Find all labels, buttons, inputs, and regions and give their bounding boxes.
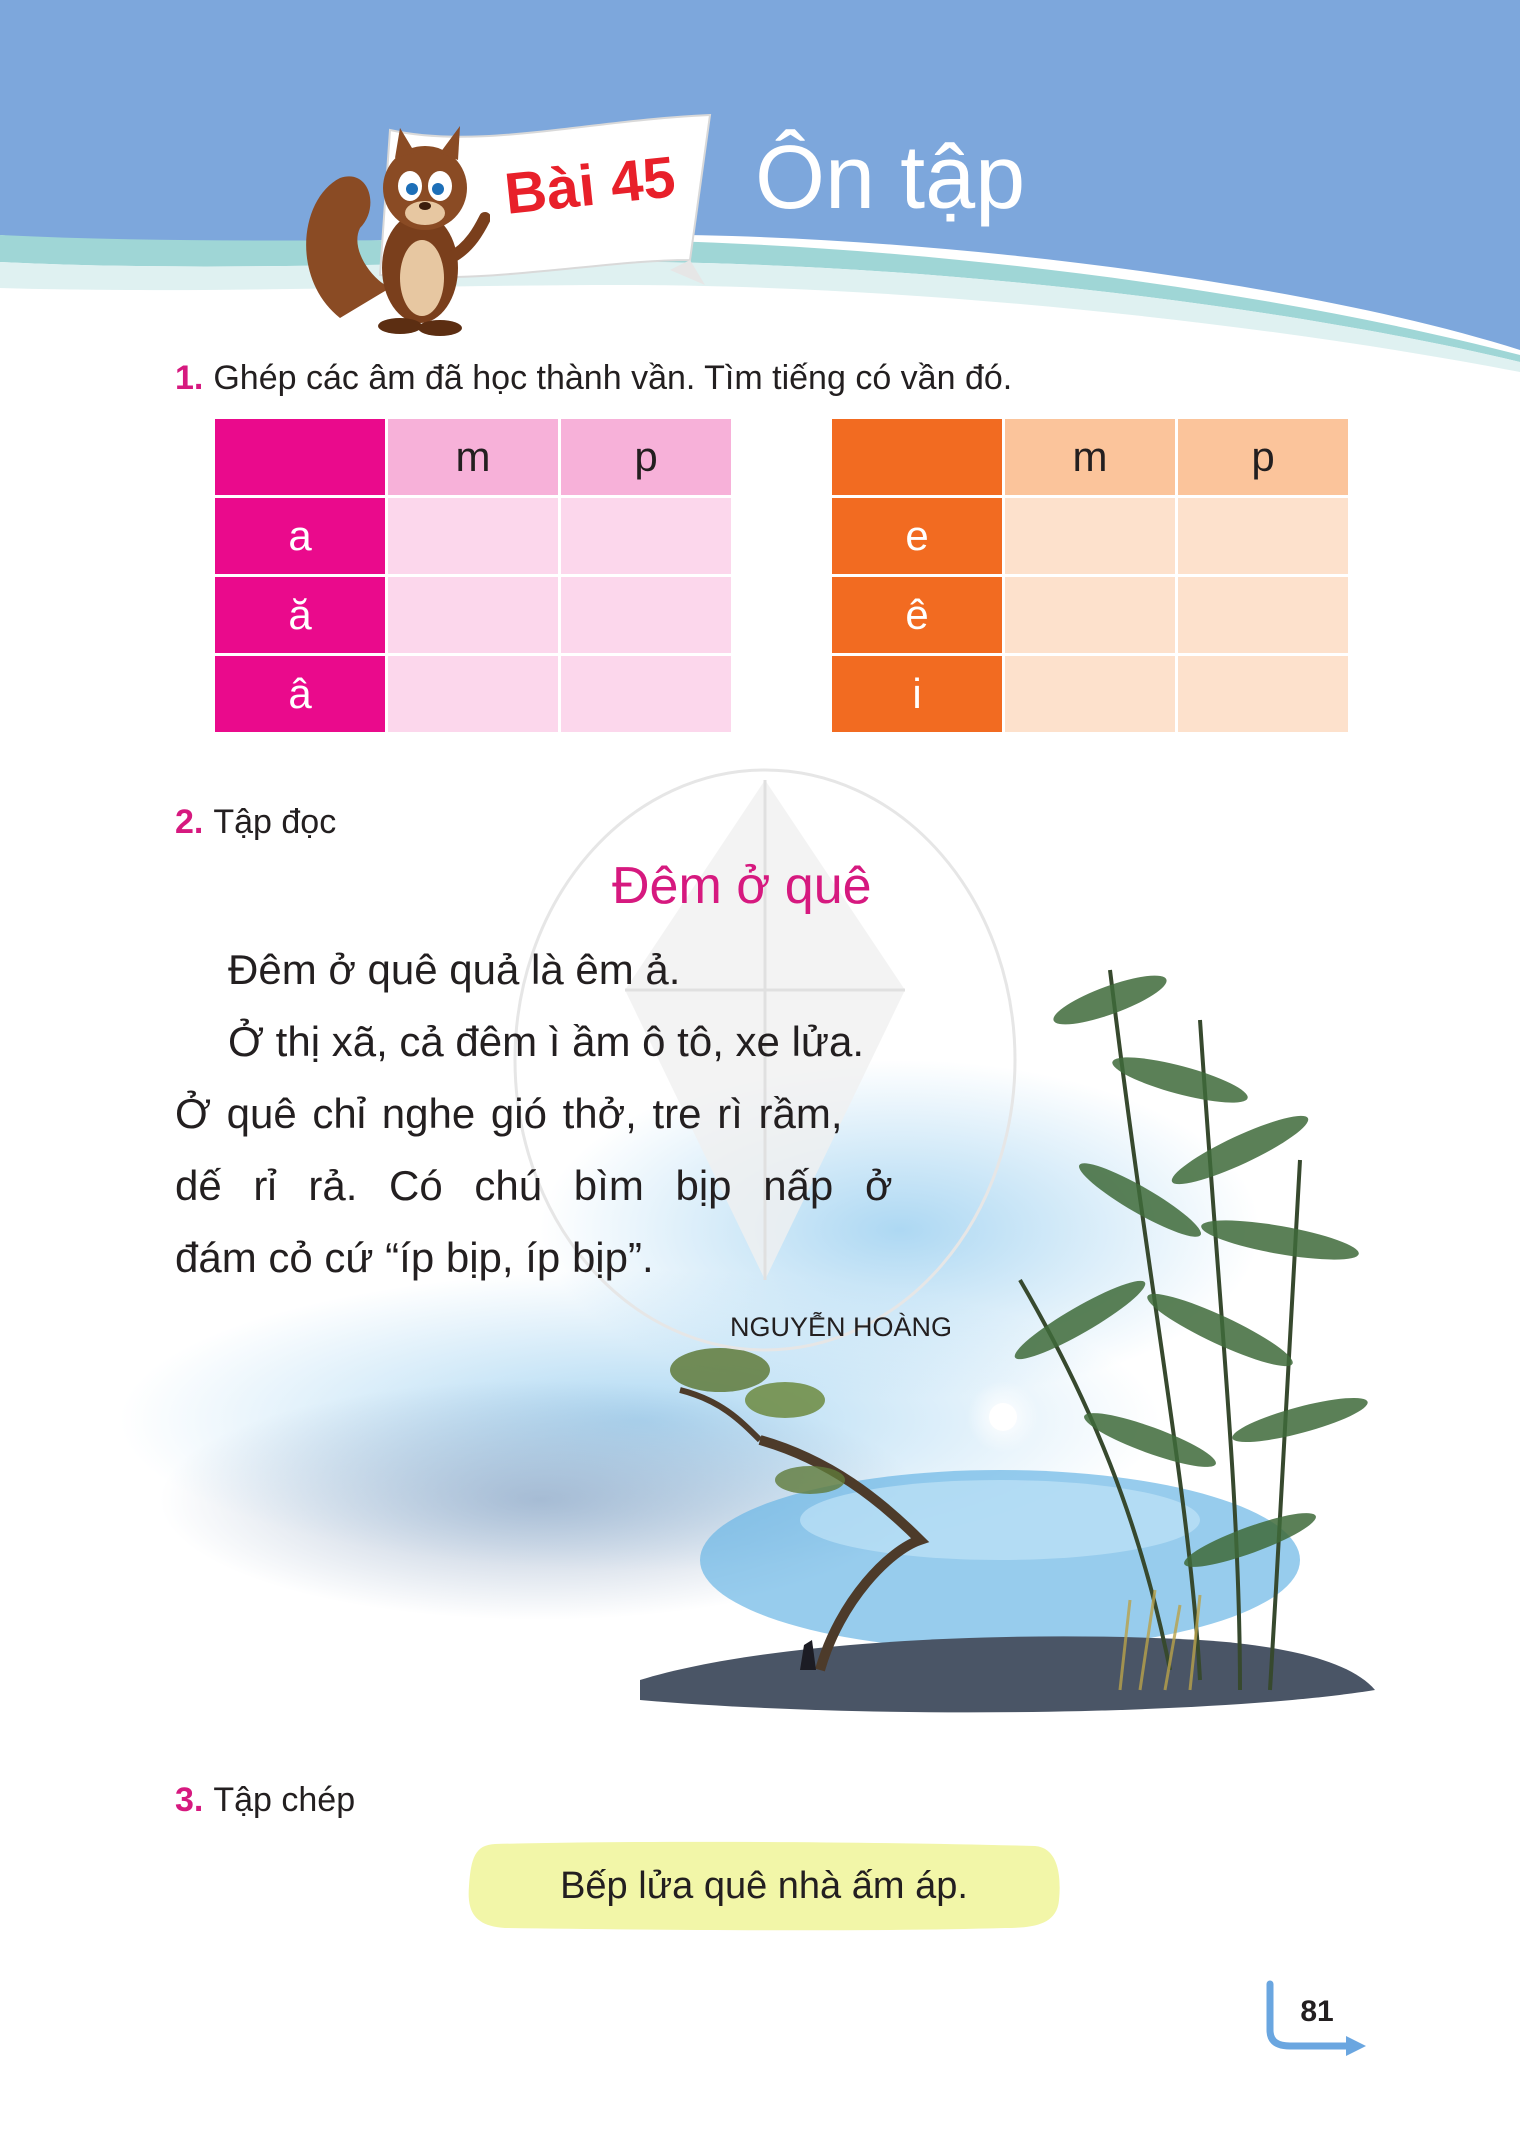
grid-row-header: e <box>832 498 1002 574</box>
page-number: 81 <box>1300 1995 1334 2028</box>
copy-sentence: Bếp lửa quê nhà ấm áp. <box>560 1865 968 1907</box>
grid-cell <box>388 577 558 653</box>
grid-row-header: i <box>832 656 1002 732</box>
lesson-number: Bài 45 <box>501 144 679 227</box>
task-number: 2. <box>175 803 204 841</box>
grid-cell <box>561 498 731 574</box>
task-text: Ghép các âm đã học thành vần. Tìm tiếng có vần đó. <box>213 359 1013 397</box>
task-1-instruction <box>175 356 1012 400</box>
grid-cell <box>1005 498 1175 574</box>
grid-cell <box>1005 577 1175 653</box>
grid-column-header: m <box>1005 419 1175 495</box>
task-number: 3. <box>175 1781 204 1819</box>
rhyme-grid-left <box>212 416 734 735</box>
task-text: Tập chép <box>213 1781 356 1819</box>
poem-line: Ở thị xã, cả đêm ì ầm ô tô, xe lửa. <box>228 1018 865 1065</box>
squirrel-mascot-icon <box>300 118 490 338</box>
grid-cell <box>561 656 731 732</box>
grid-cell <box>1178 498 1348 574</box>
poem-line: Ở quê chỉ nghe gió thở, tre rì rầm, <box>175 1090 843 1137</box>
poem-line: đám cỏ cứ “íp bịp, íp bịp”. <box>175 1234 654 1281</box>
poem-line: Đêm ở quê quả là êm ả. <box>228 946 681 993</box>
grid-cell <box>1178 656 1348 732</box>
lesson-title: Ôn tập <box>755 128 1026 228</box>
grid-corner <box>832 419 1002 495</box>
grid-column-header: m <box>388 419 558 495</box>
grid-row-header: a <box>215 498 385 574</box>
grid-corner <box>215 419 385 495</box>
grid-cell <box>1178 577 1348 653</box>
task-text: Tập đọc <box>213 803 337 841</box>
grid-cell <box>561 577 731 653</box>
poem-title: Đêm ở quê <box>612 857 872 915</box>
task-2-heading <box>175 800 336 844</box>
grid-row-header: ê <box>832 577 1002 653</box>
grid-row-header: ă <box>215 577 385 653</box>
kite-watermark-icon <box>505 760 1025 1380</box>
poem-line: dế rỉ rả. Có chú bìm bịp nấp ở <box>175 1162 893 1209</box>
task-number: 1. <box>175 359 204 397</box>
grid-column-header: p <box>561 419 731 495</box>
task-3-heading <box>175 1778 355 1822</box>
grid-cell <box>388 656 558 732</box>
grid-column-header: p <box>1178 419 1348 495</box>
rhyme-grid-right <box>829 416 1351 735</box>
poem-author: NGUYỄN HOÀNG <box>730 1312 953 1342</box>
grid-row-header: â <box>215 656 385 732</box>
grid-cell <box>1005 656 1175 732</box>
grid-cell <box>388 498 558 574</box>
